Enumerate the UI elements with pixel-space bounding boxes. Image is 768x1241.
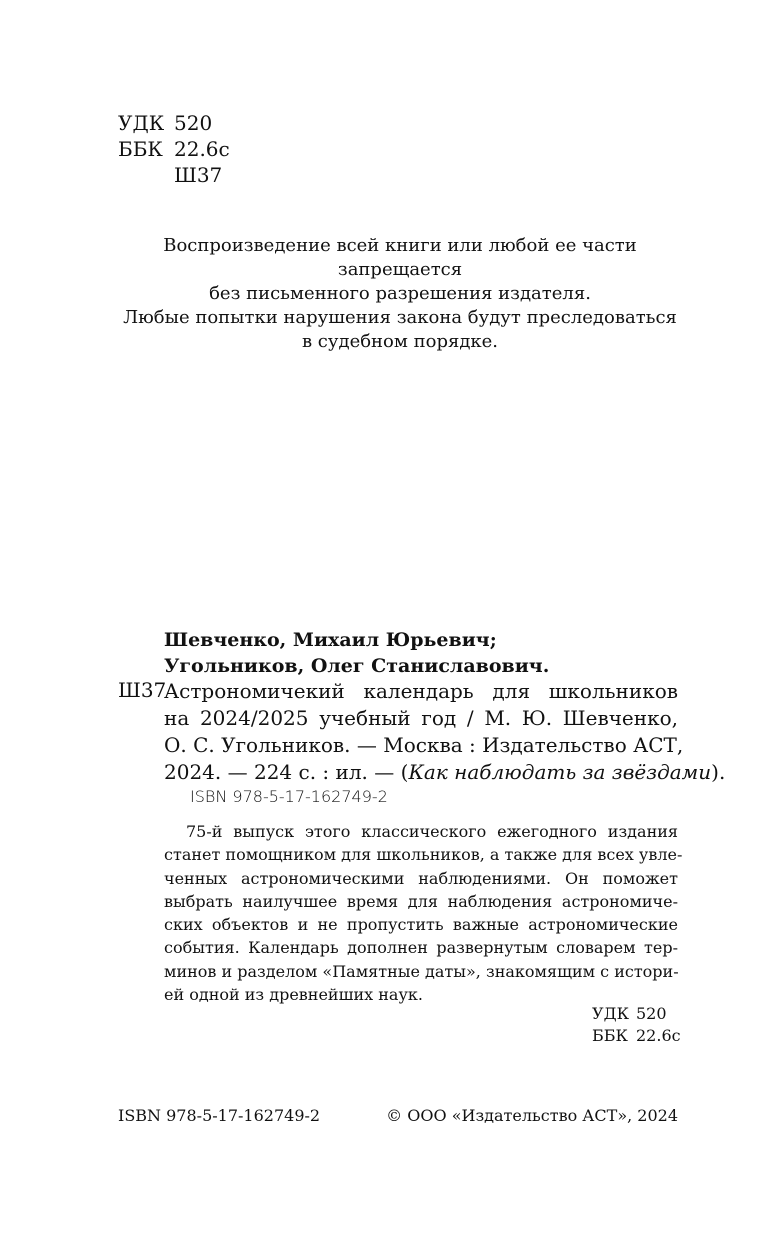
udk-label: УДК — [118, 111, 165, 135]
abstract — [164, 820, 683, 1006]
series-title: Как наблюдать за звёздами — [408, 760, 712, 784]
biblio-line — [164, 759, 726, 786]
bbk-value: 22.6с — [636, 1026, 681, 1045]
abstract-line: ченных астрономическими наблюдениями. Он поможет — [164, 868, 678, 888]
bbk-label: ББК — [592, 1026, 628, 1045]
authors — [164, 627, 549, 679]
notice-line: Воспроизведение всей книги или любой ее части — [163, 235, 637, 256]
author-name: Угольников, Олег Станиславович. — [164, 655, 550, 677]
author-name: Шевченко, Михаил Юрьевич; — [164, 629, 497, 651]
udk-row — [592, 1003, 681, 1025]
author-mark: Ш37 — [118, 678, 167, 702]
footer-copyright: © ООО «Издательство АСТ», 2024 — [386, 1106, 678, 1125]
bibliographic-description — [164, 678, 726, 786]
footer-isbn: ISBN 978-5-17-162749-2 — [118, 1106, 321, 1125]
abstract-line: ей одной из древнейших наук. — [164, 985, 423, 1005]
biblio-prefix: 2024. — 224 с. : ил. — ( — [164, 760, 409, 784]
bbk-value: 22.6с — [174, 137, 230, 161]
biblio-line: О. С. Угольников. — Москва : Издательство АСТ, — [164, 733, 684, 757]
udk-label: УДК — [592, 1004, 629, 1023]
abstract-line: 75-й выпуск этого классического ежегодного издания — [186, 822, 678, 841]
isbn: ISBN 978-5-17-162749-2 — [190, 787, 388, 806]
biblio-line: Астрономичекий календарь для школьников — [164, 679, 678, 703]
udk-value: 520 — [174, 111, 213, 135]
biblio-suffix: ). — [711, 760, 726, 784]
abstract-line: события. Календарь дополнен развернутым словарем тер- — [164, 938, 678, 958]
notice-line: Любые попытки нарушения закона будут преследоваться — [123, 307, 677, 328]
abstract-codes — [592, 1003, 681, 1047]
bbk-row — [592, 1025, 681, 1047]
udk-row — [118, 110, 230, 136]
notice-line: без письменного разрешения издателя. — [209, 283, 591, 304]
biblio-line: на 2024/2025 учебный год / М. Ю. Шевченко, — [164, 706, 678, 730]
notice-line: запрещается — [337, 259, 463, 280]
bbk-row — [118, 136, 230, 162]
bbk-label: ББК — [118, 137, 163, 161]
author-mark-row — [118, 162, 230, 188]
abstract-line: выбрать наилучшее время для наблюдения астрономиче- — [164, 891, 678, 911]
notice-line: в судебном порядке. — [301, 331, 499, 352]
abstract-line: станет помощником для школьников, а также для всех увле- — [164, 845, 683, 865]
abstract-line: минов и разделом «Памятные даты», знакомящим с истори- — [164, 961, 679, 981]
abstract-line: ских объектов и не пропустить важные астрономические — [164, 915, 678, 935]
classification-codes — [118, 110, 230, 188]
udk-value: 520 — [636, 1004, 667, 1023]
author-mark-top: Ш37 — [174, 163, 223, 187]
copyright-notice — [100, 234, 700, 354]
